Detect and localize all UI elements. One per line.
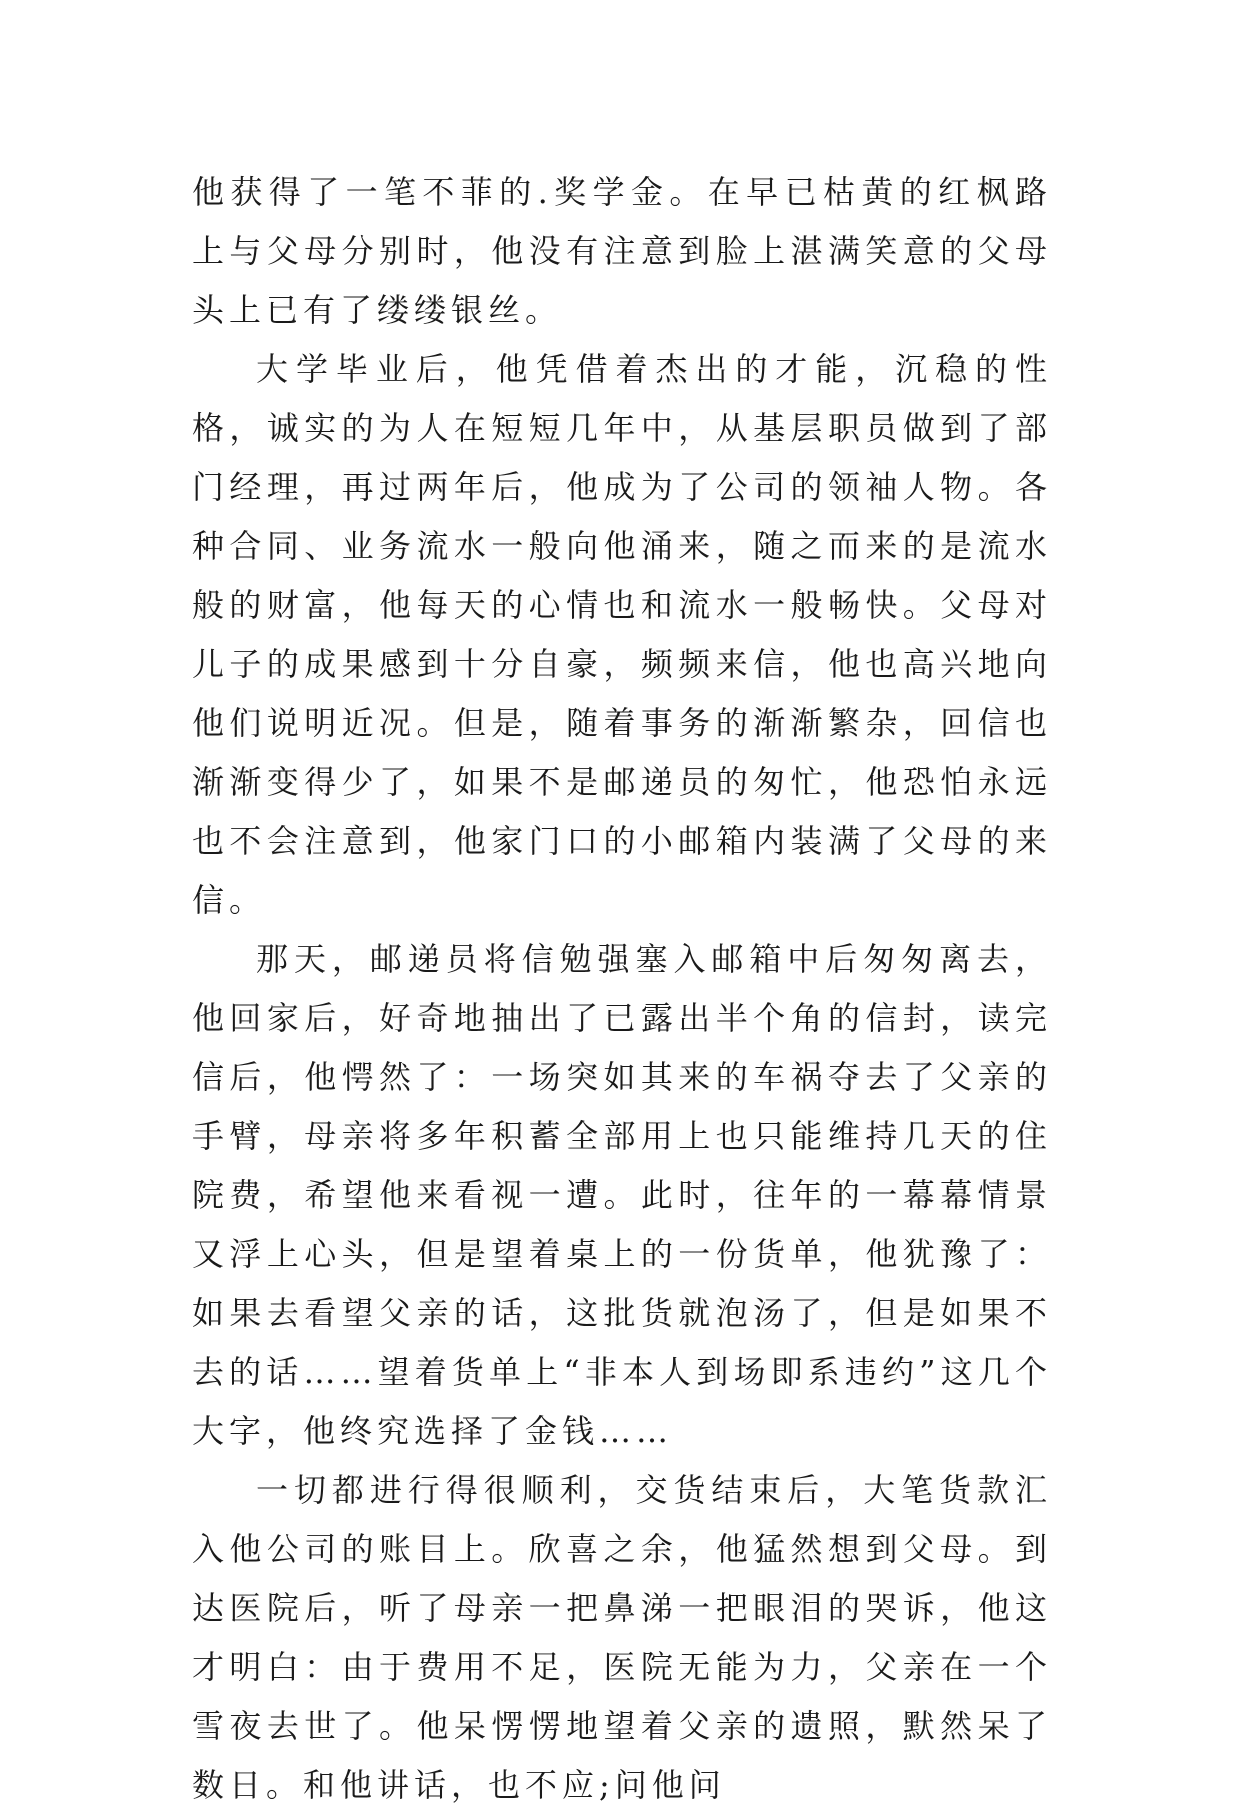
paragraph-4: 一切都进行得很顺利，交货结束后，大笔货款汇入他公司的账目上。欣喜之余，他猛然想到父母。到达医院后，听了母亲一把鼻涕一把眼泪的哭诉，他这才明白：由于费用不足，医院无能为力，父亲在一个雪夜去世了。他呆愣愣地望着父亲的遗照，默然呆了数日。和他讲话，也不应;问他问 xyxy=(192,1471,1052,1804)
paragraph-1: 他获得了一笔不菲的.奖学金。在早已枯黄的红枫路上与父母分别时，他没有注意到脸上湛满笑意的父母头上已有了缕缕银丝。 xyxy=(192,173,1052,329)
body-text xyxy=(192,163,1052,1815)
paragraph-3: 那天，邮递员将信勉强塞入邮箱中后匆匆离去，他回家后，好奇地抽出了已露出半个角的信封，读完信后，他愕然了：一场突如其来的车祸夺去了父亲的手臂，母亲将多年积蓄全部用上也只能维持几天的住院费，希望他来看视一遭。此时，往年的一幕幕情景又浮上心头，但是望着桌上的一份货单，他犹豫了：如果去看望父亲的话，这批货就泡汤了，但是如果不去的话……望着货单上“非本人到场即系违约”这几个大字，他终究选择了金钱…… xyxy=(192,940,1052,1450)
paragraph-2: 大学毕业后，他凭借着杰出的才能，沉稳的性格，诚实的为人在短短几年中，从基层职员做到了部门经理，再过两年后，他成为了公司的领袖人物。各种合同、业务流水一般向他涌来，随之而来的是流水般的财富，他每天的心情也和流水一般畅快。父母对儿子的成果感到十分自豪，频频来信，他也高兴地向他们说明近况。但是，随着事务的渐渐繁杂，回信也渐渐变得少了，如果不是邮递员的匆忙，他恐怕永远也不会注意到，他家门口的小邮箱内装满了父母的来信。 xyxy=(192,350,1052,919)
